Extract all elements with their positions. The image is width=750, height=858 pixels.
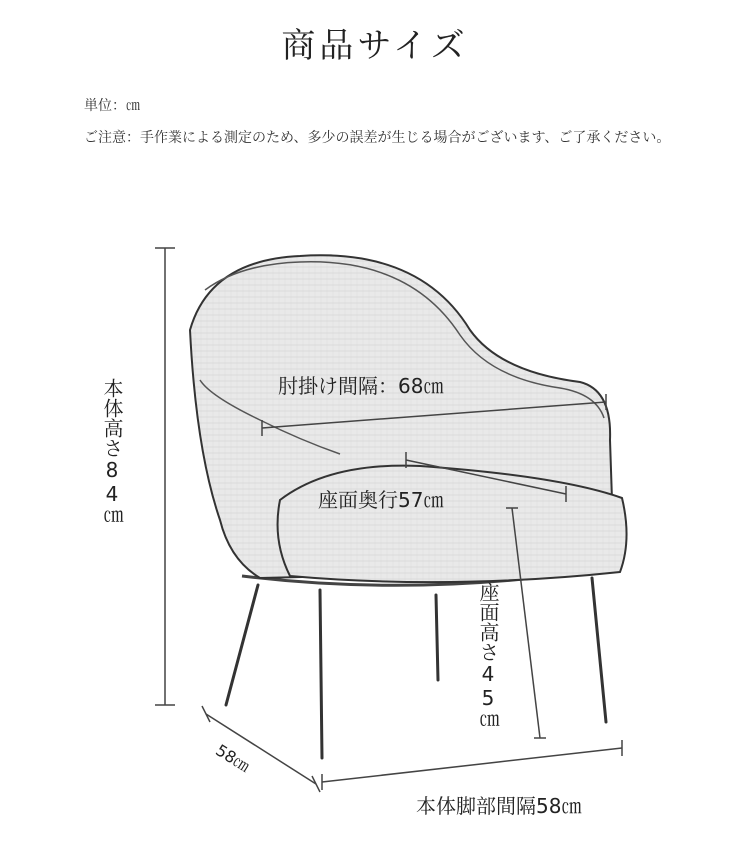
seat-depth-label: 座面奥行57㎝ [318,488,444,512]
armrest-spacing-label: 肘掛け間隔：68㎝ [278,374,444,398]
leg-span-label: 本体脚部間隔58㎝ [416,794,582,818]
chair-legs [226,578,606,758]
unit-note: 単位：㎝ [84,98,140,114]
seat-height-label: 座面高さ45㎝ [476,582,500,730]
depth-label: 58㎝ [212,740,254,776]
caution-note: ご注意：手作業による測定のため、多少の誤差が生じる場合がございます、ご了承ください。 [84,130,671,146]
total-height-label: 本体高さ84㎝ [100,378,124,526]
page-title: 商品サイズ [281,26,469,66]
